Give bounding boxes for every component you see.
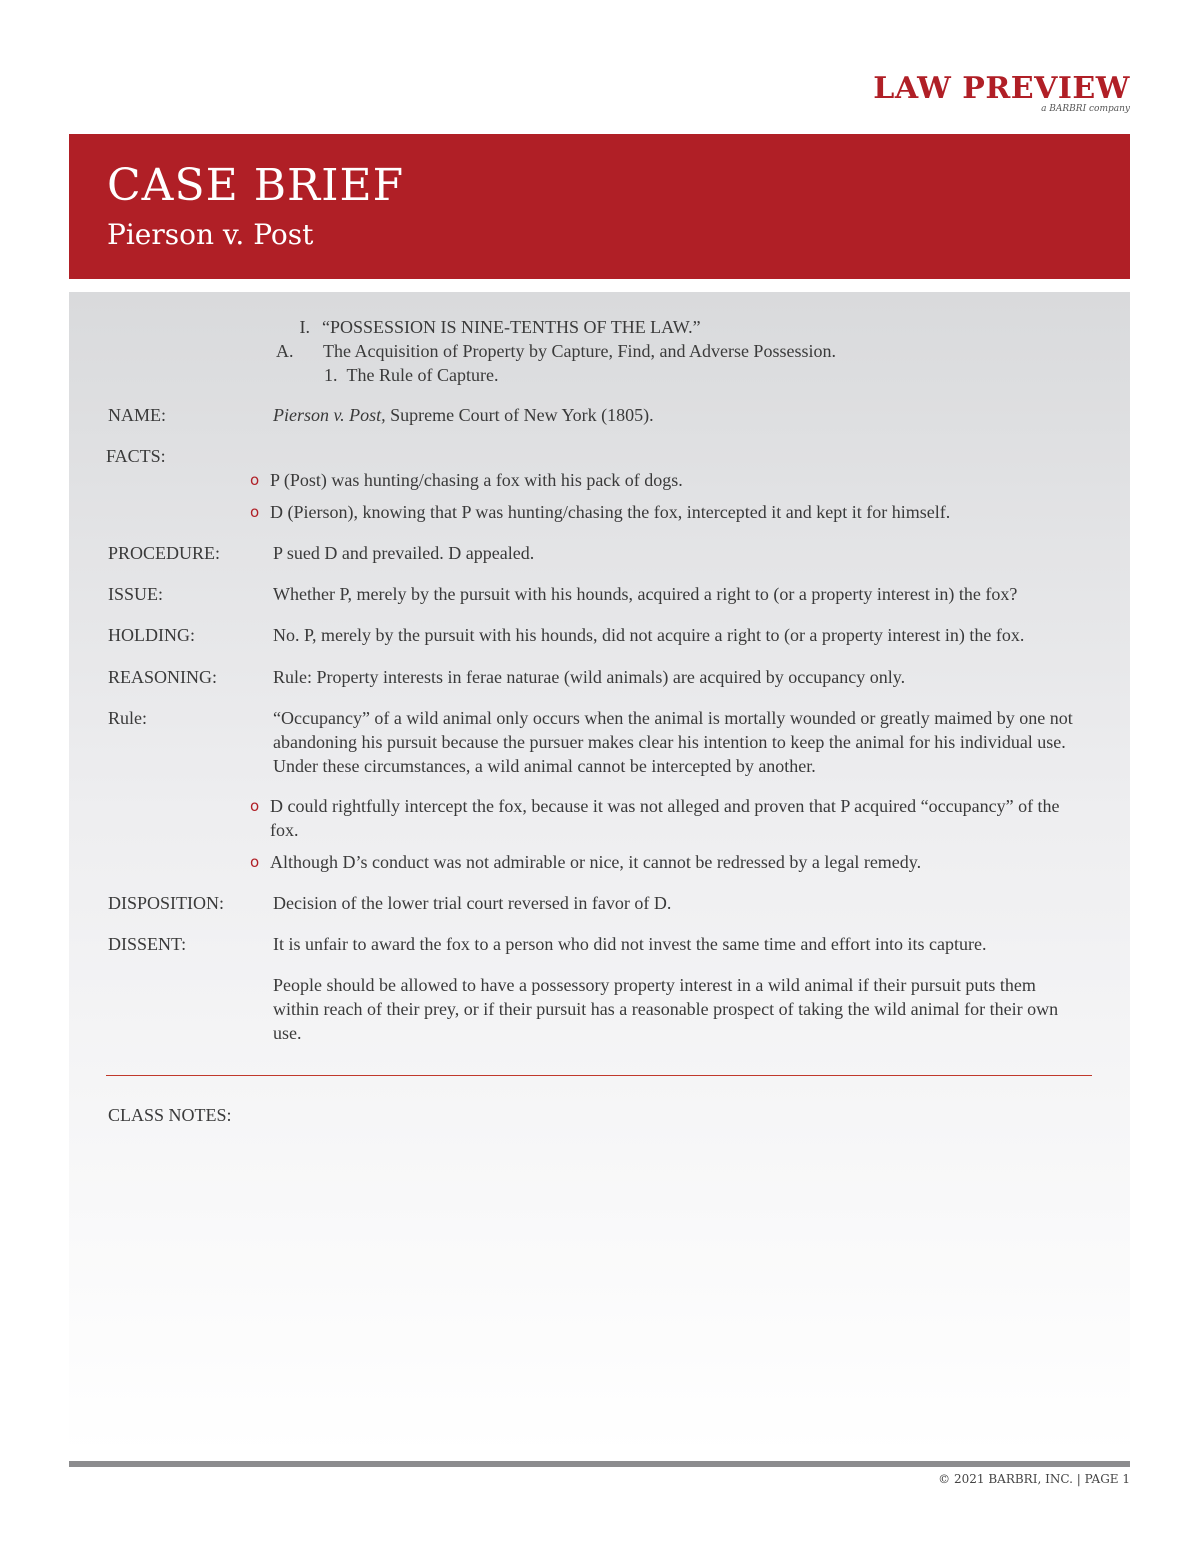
logo-title: LAW PREVIEW [873,71,1130,106]
bullet-icon: o [250,471,260,489]
banner-subtitle: Pierson v. Post [107,218,314,251]
section-divider [106,1075,1092,1076]
outline-item [270,363,836,387]
bullet-text: Although D’s conduct was not admirable or nice, it cannot be redressed by a legal remedy. [270,852,922,872]
facts-label: FACTS: [106,446,166,466]
court-name: Supreme Court of New York (1805). [385,405,654,425]
outline-number: 1. [324,365,338,385]
outline-text: “POSSESSION IS NINE-TENTHS OF THE LAW.” [322,317,701,337]
outline-number: A. [276,341,294,361]
dissent-text-2: People should be allowed to have a possessory property interest in a wild animal if their pursuit puts them within reach of their prey, or if their pursuit has a reasonable prospect of taking the wild animal for their own use. [273,975,1059,1043]
issue-label: ISSUE: [108,584,164,604]
outline-text: The Rule of Capture. [346,365,499,385]
bullet-text: P (Post) was hunting/chasing a fox with his pack of dogs. [270,470,683,490]
bullet-text: D (Pierson), knowing that P was hunting/chasing the fox, intercepted it and kept it for himself. [270,502,951,522]
facts-bullet [250,500,1100,524]
class-notes-label: CLASS NOTES: [108,1105,232,1125]
name-label: NAME: [108,405,166,425]
facts-bullet [250,468,1100,492]
logo-subtitle: a BARBRI company [1041,104,1130,114]
bullet-icon: o [250,503,260,521]
topic-outline [270,315,836,387]
case-name: Pierson v. Post, [273,405,386,425]
disposition-text: Decision of the lower trial court reversed in favor of D. [273,893,672,913]
page-footer: © 2021 BARBRI, INC. | PAGE 1 [938,1472,1130,1486]
rule-label: Rule: [108,708,147,728]
bullet-text: D could rightfully intercept the fox, because it was not alleged and proven that P acquired “occupancy” of the fox. [270,796,1060,840]
footer-rule [69,1461,1130,1467]
outline-text: The Acquisition of Property by Capture, Find, and Adverse Possession. [323,341,836,361]
law-preview-logo [873,72,1130,114]
procedure-label: PROCEDURE: [108,543,221,563]
holding-label: HOLDING: [108,625,195,645]
rule-bullet [250,850,1100,874]
reasoning-label: REASONING: [108,667,218,687]
outline-number: I. [299,317,310,337]
rule-bullet [250,794,1090,842]
banner-title: CASE BRIEF [107,160,405,211]
issue-text: Whether P, merely by the pursuit with his hounds, acquired a right to (or a property interest in) the fox? [273,584,1018,604]
bullet-icon: o [250,853,260,871]
dissent-text-1: It is unfair to award the fox to a person who did not invest the same time and effort into its capture. [273,934,987,954]
procedure-text: P sued D and prevailed. D appealed. [273,543,535,563]
outline-item [270,339,836,363]
holding-text: No. P, merely by the pursuit with his hounds, did not acquire a right to (or a property interest in) the fox. [273,625,1025,645]
rule-text: “Occupancy” of a wild animal only occurs when the animal is mortally wounded or greatly maimed by one not abandoning his pursuit because the pursuer makes clear his intention to keep the animal for his individual use. Under these circumstances, a wild animal cannot be intercepted by another. [273,708,1073,776]
bullet-icon: o [250,797,260,815]
reasoning-text: Rule: Property interests in ferae naturae (wild animals) are acquired by occupancy only. [273,667,906,687]
name-value [273,403,1093,427]
case-brief-banner [69,134,1130,279]
disposition-label: DISPOSITION: [108,893,225,913]
outline-item [270,315,836,339]
dissent-label: DISSENT: [108,934,187,954]
